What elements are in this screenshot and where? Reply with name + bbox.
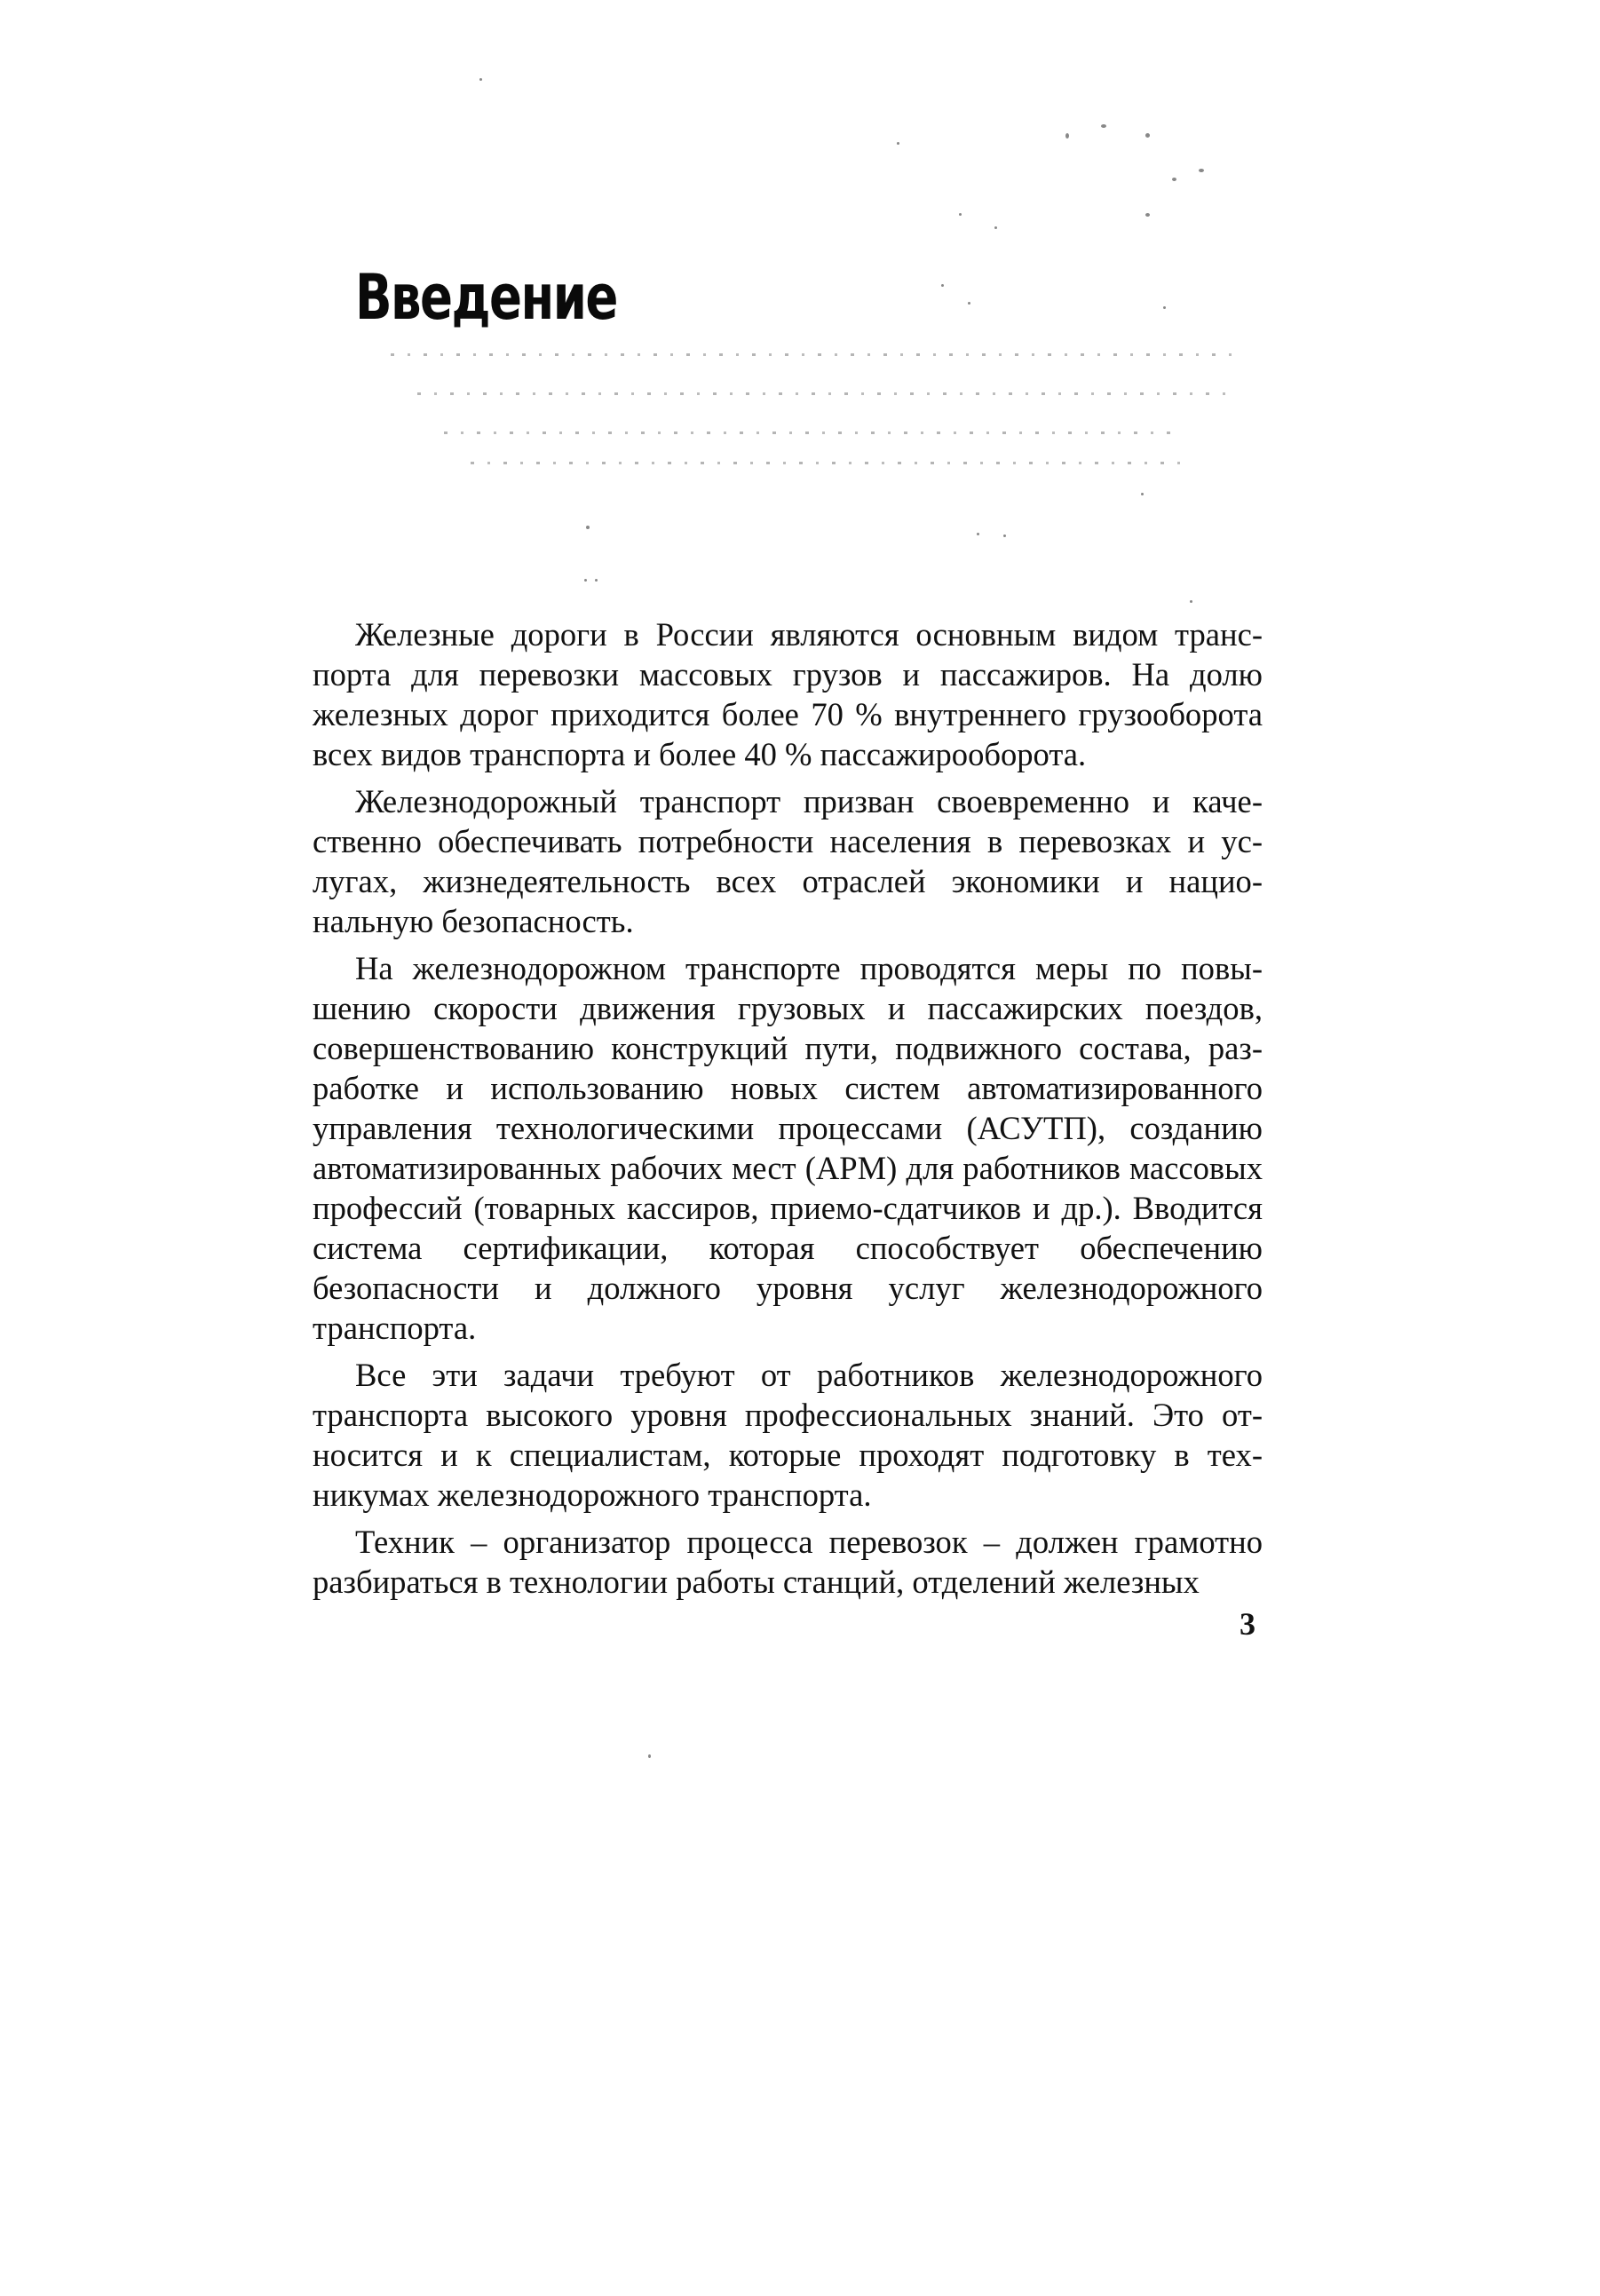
scan-speck bbox=[977, 533, 979, 535]
scan-speck bbox=[1003, 534, 1006, 537]
scan-speck bbox=[897, 142, 899, 145]
scan-noise-band bbox=[471, 462, 1181, 464]
scan-speck bbox=[1065, 133, 1069, 139]
scan-speck bbox=[586, 526, 590, 529]
scan-noise-band bbox=[444, 431, 1181, 434]
scan-speck bbox=[1199, 169, 1204, 172]
paragraph: Техник – организатор процесса перевозок – должен грамотно разбираться в технологии работы станций, отделений железных bbox=[313, 1524, 1263, 1600]
paragraph: Все эти задачи требуют от работников железнодорожного транспорта высокого уровня профессиональных знаний. Это относится и к специалистам, которые проходят подготовку в техникумах железнодорожного транспорта. bbox=[313, 1357, 1263, 1513]
scan-speck bbox=[959, 213, 962, 216]
scan-speck bbox=[1145, 213, 1150, 217]
scan-noise-band bbox=[417, 392, 1234, 395]
paragraph: Железные дороги в России являются основным видом транспорта для перевозки массовых грузов и пассажиров. На долю железных дорог приходится более 70 % внутреннего грузооборота всех видов транспорта и более 40 % пассажирооборота. bbox=[313, 616, 1263, 772]
scan-speck bbox=[968, 302, 970, 305]
paragraph: На железнодорожном транспорте проводятся меры по повышению скорости движения грузовых и пассажирских поездов, совершенствованию конструкций пути, подвижного состава, разработке и использованию новых систем автоматизированного управления технологическими процессами (АСУТП), созданию автоматизированных рабочих мест (АРМ) для работников массовых профессий (товарных кассиров, приемо-сдатчиков и др.). Вводится система сертификации, которая способствует обеспечению безопасности и должного уровня услуг железнодорожного транспорта. bbox=[313, 950, 1263, 1346]
scan-speck bbox=[648, 1754, 651, 1758]
scan-speck bbox=[1141, 493, 1144, 495]
scan-speck bbox=[584, 579, 587, 582]
scan-speck bbox=[994, 226, 997, 229]
scan-noise-band bbox=[391, 353, 1234, 356]
scan-speck bbox=[1101, 124, 1106, 128]
section-heading: Введение bbox=[355, 261, 617, 334]
paragraph: Железнодорожный транспорт призван своевременно и качественно обеспечивать потребности населения в перевозках и услугах, жизнедеятельность всех отраслей экономики и национальную безопасность. bbox=[313, 783, 1263, 939]
scan-speck bbox=[1190, 600, 1192, 603]
scan-speck bbox=[479, 78, 482, 81]
scan-speck bbox=[1163, 306, 1166, 309]
scan-speck bbox=[1172, 178, 1176, 181]
scan-speck bbox=[1145, 133, 1150, 138]
page-number: 3 bbox=[1240, 1606, 1255, 1642]
body-text bbox=[313, 614, 1263, 1609]
scan-speck bbox=[595, 579, 598, 582]
scan-speck bbox=[941, 284, 944, 287]
